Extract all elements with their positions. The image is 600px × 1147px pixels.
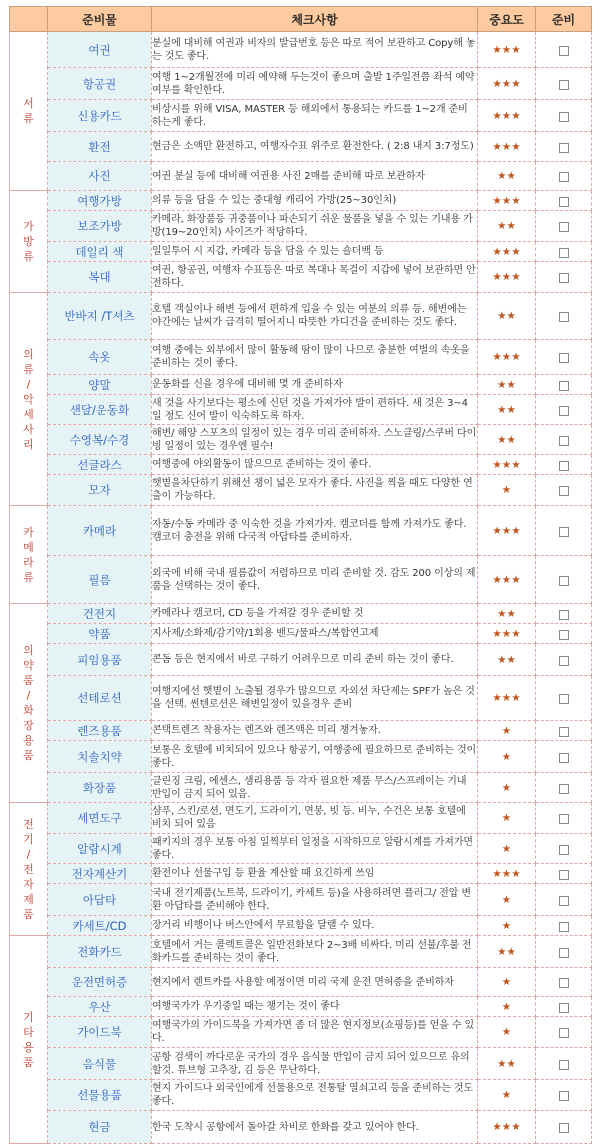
check-note: 샴푸, 스킨/로션, 면도기, 드라이기, 면봉, 빗 등. 비누, 수건은 보통 호텔에 비치 되어 있음: [152, 803, 478, 834]
ready-cell: [536, 506, 592, 556]
ready-checkbox[interactable]: [559, 486, 569, 496]
item-name: 건전지: [48, 604, 152, 624]
header-importance: 중요도: [478, 7, 536, 32]
checklist-row: [10, 340, 592, 375]
ready-checkbox[interactable]: [559, 727, 569, 737]
item-name: 운전면허증: [48, 968, 152, 997]
check-note: 자동/수동 카메라 중 익숙한 것을 가져가자. 캠코더를 함께 가져가도 좋다. 캠코더 충전을 위해 다국적 아답타를 준비하자.: [152, 506, 478, 556]
check-note: 여권, 항공권, 여행자 수표등은 따로 복대나 목걸이 지갑에 넣어 보관하면 안전하다.: [152, 262, 478, 293]
checklist-row: [10, 1017, 592, 1048]
ready-cell: [536, 644, 592, 676]
importance-stars: ★★★: [478, 1111, 536, 1144]
ready-checkbox[interactable]: [559, 753, 569, 763]
check-note: 현금은 소액만 환전하고, 여행자수표 위주로 환전한다. ( 2:8 내지 3:7정도): [152, 132, 478, 162]
ready-cell: [536, 997, 592, 1017]
checklist-row: [10, 864, 592, 884]
check-note: 현지 가이드나 외국인에게 선물용으로 전통탈 열쇠고리 등을 준비하는 것도 좋다.: [152, 1080, 478, 1111]
importance-stars: ★★★: [478, 506, 536, 556]
item-name: 선테로션: [48, 676, 152, 721]
category-cell: [10, 293, 48, 506]
check-note: 비상시를 위해 VISA, MASTER 등 해외에서 통용되는 카드를 1~2개 준비하는게 좋다.: [152, 100, 478, 132]
ready-checkbox[interactable]: [559, 461, 569, 471]
importance-stars: ★★★: [478, 32, 536, 68]
checklist-body: [10, 32, 592, 1144]
ready-cell: [536, 624, 592, 644]
ready-cell: [536, 884, 592, 916]
checklist-row: [10, 395, 592, 425]
check-note: 호텔 객실이나 해변 등에서 편하게 입을 수 있는 여분의 의류 등. 해변에는 야간에는 날씨가 급격히 떨어지니 따뜻한 가디건을 준비하는 것도 좋다.: [152, 293, 478, 340]
checklist-row: [10, 968, 592, 997]
item-name: 반바지 /T셔츠: [48, 293, 152, 340]
category-label: 의류 / 악세사리: [23, 347, 34, 451]
check-note: 의류 등을 담을 수 있는 중대형 캐리어 가방(25~30인치): [152, 191, 478, 211]
ready-checkbox[interactable]: [559, 656, 569, 666]
importance-stars: ★: [478, 475, 536, 506]
item-name: 선물용품: [48, 1080, 152, 1111]
item-name: 전화카드: [48, 936, 152, 968]
check-note: 여행중에 야외활동이 많으므로 준비하는 것이 좋다.: [152, 455, 478, 475]
item-name: 선글라스: [48, 455, 152, 475]
importance-stars: ★: [478, 1080, 536, 1111]
ready-cell: [536, 395, 592, 425]
header-row: [10, 7, 592, 32]
ready-cell: [536, 1048, 592, 1080]
checklist-sheet: [9, 6, 591, 1144]
checklist-row: [10, 506, 592, 556]
check-note: 해변/ 해양 스포츠의 일정이 있는 경우 미리 준비하자. 스노클링/스쿠버 다이빙 일정이 있는 경우엔 필수!: [152, 425, 478, 455]
ready-cell: [536, 803, 592, 834]
check-note: 햇볕을차단하기 위해선 챙이 넓은 모자가 좋다. 사진을 찍을 때도 다양한 연출이 가능하다.: [152, 475, 478, 506]
item-name: 아답타: [48, 884, 152, 916]
check-note: 지사제/소화제/감기약/1회용 밴드/물파스/복합연고제: [152, 624, 478, 644]
ready-checkbox[interactable]: [559, 248, 569, 258]
check-note: 카메라, 화장품등 귀중품이나 파손되기 쉬운 물품을 넣을 수 있는 기내용 가방(19~20인치) 사이즈가 적당하다.: [152, 211, 478, 242]
ready-checkbox[interactable]: [559, 576, 569, 586]
ready-cell: [536, 375, 592, 395]
checklist-row: [10, 721, 592, 741]
importance-stars: ★★: [478, 604, 536, 624]
checklist-row: [10, 834, 592, 864]
ready-checkbox[interactable]: [559, 406, 569, 416]
ready-checkbox[interactable]: [559, 1003, 569, 1013]
importance-stars: ★: [478, 741, 536, 773]
ready-cell: [536, 968, 592, 997]
category-label: 가방류: [23, 220, 34, 263]
ready-cell: [536, 916, 592, 936]
ready-cell: [536, 1111, 592, 1144]
ready-checkbox[interactable]: [559, 353, 569, 363]
checklist-row: [10, 556, 592, 604]
item-name: 수영복/수경: [48, 425, 152, 455]
header-note: 체크사항: [152, 7, 478, 32]
item-name: 음식물: [48, 1048, 152, 1080]
item-name: 세면도구: [48, 803, 152, 834]
ready-cell: [536, 242, 592, 262]
category-label: 기타용품: [23, 1010, 34, 1069]
travel-checklist-table: [9, 6, 592, 1144]
checklist-row: [10, 293, 592, 340]
importance-stars: ★: [478, 997, 536, 1017]
importance-stars: ★★★: [478, 100, 536, 132]
category-label: 서류: [23, 97, 34, 125]
importance-stars: ★★: [478, 211, 536, 242]
importance-stars: ★★: [478, 425, 536, 455]
importance-stars: ★★: [478, 375, 536, 395]
importance-stars: ★★: [478, 395, 536, 425]
importance-stars: ★: [478, 1017, 536, 1048]
check-note: 여권 분실 등에 대비해 여권용 사진 2매를 준비해 따로 보관하자: [152, 162, 478, 191]
item-name: 항공권: [48, 68, 152, 100]
item-name: 약품: [48, 624, 152, 644]
ready-checkbox[interactable]: [559, 436, 569, 446]
checklist-row: [10, 997, 592, 1017]
checklist-row: [10, 191, 592, 211]
importance-stars: ★★★: [478, 191, 536, 211]
checklist-row: [10, 884, 592, 916]
check-note: 호텔에서 거는 콜렉트콜은 일반전화보다 2~3배 비싸다. 미리 선불/후불 전화카드를 준비하는 것이 좋다.: [152, 936, 478, 968]
check-note: 카메라나 캠코더, CD 등을 가져갈 경우 준비할 것: [152, 604, 478, 624]
ready-checkbox[interactable]: [559, 143, 569, 153]
ready-checkbox[interactable]: [559, 312, 569, 322]
header-item: 준비물: [48, 7, 152, 32]
item-name: 알람시계: [48, 834, 152, 864]
category-cell: [10, 191, 48, 293]
item-name: 렌즈용품: [48, 721, 152, 741]
ready-cell: [536, 340, 592, 375]
checklist-row: [10, 242, 592, 262]
check-note: 여행 1~2개월전에 미리 예약해 두는것이 좋으며 출발 1주일전쯤 좌석 예약여부를 확인한다.: [152, 68, 478, 100]
check-note: 여행국가가 우기중일 때는 챙기는 것이 좋다: [152, 997, 478, 1017]
ready-cell: [536, 936, 592, 968]
importance-stars: ★: [478, 834, 536, 864]
item-name: 카메라: [48, 506, 152, 556]
ready-checkbox[interactable]: [559, 784, 569, 794]
category-label: 카메라류: [23, 525, 34, 584]
item-name: 카세트/CD: [48, 916, 152, 936]
item-name: 우산: [48, 997, 152, 1017]
ready-checkbox[interactable]: [559, 694, 569, 704]
checklist-row: [10, 132, 592, 162]
ready-cell: [536, 741, 592, 773]
item-name: 사진: [48, 162, 152, 191]
checklist-row: [10, 1080, 592, 1111]
ready-cell: [536, 1017, 592, 1048]
importance-stars: ★★★: [478, 864, 536, 884]
ready-cell: [536, 475, 592, 506]
ready-checkbox[interactable]: [559, 112, 569, 122]
item-name: 피임용품: [48, 644, 152, 676]
check-note: 장거리 비행이나 버스안에서 무료함을 달랠 수 있다.: [152, 916, 478, 936]
category-cell: [10, 936, 48, 1144]
importance-stars: ★★: [478, 1048, 536, 1080]
checklist-row: [10, 1048, 592, 1080]
ready-cell: [536, 211, 592, 242]
item-name: 가이드북: [48, 1017, 152, 1048]
ready-checkbox[interactable]: [559, 814, 569, 824]
ready-checkbox[interactable]: [559, 172, 569, 182]
item-name: 여권: [48, 32, 152, 68]
ready-checkbox[interactable]: [559, 948, 569, 958]
item-name: 양말: [48, 375, 152, 395]
ready-cell: [536, 162, 592, 191]
check-note: 여행지에선 햇볕이 노출될 경우가 많으므로 자외선 차단제는 SPF가 높은 것을 선택. 썬텐로션은 해변일정이 있을경우 준비: [152, 676, 478, 721]
checklist-row: [10, 624, 592, 644]
importance-stars: ★★: [478, 644, 536, 676]
ready-checkbox[interactable]: [559, 1123, 569, 1133]
ready-checkbox[interactable]: [559, 896, 569, 906]
importance-stars: ★★★: [478, 132, 536, 162]
ready-cell: [536, 425, 592, 455]
ready-checkbox[interactable]: [559, 922, 569, 932]
item-name: 모자: [48, 475, 152, 506]
importance-stars: ★★: [478, 936, 536, 968]
checklist-row: [10, 425, 592, 455]
item-name: 신용카드: [48, 100, 152, 132]
importance-stars: ★: [478, 803, 536, 834]
checklist-row: [10, 455, 592, 475]
check-note: 콘택트렌즈 착용자는 렌즈와 렌즈액은 미리 챙겨놓자.: [152, 721, 478, 741]
checklist-row: [10, 262, 592, 293]
item-name: 현금: [48, 1111, 152, 1144]
checklist-row: [10, 741, 592, 773]
checklist-row: [10, 100, 592, 132]
importance-stars: ★★: [478, 162, 536, 191]
ready-cell: [536, 834, 592, 864]
ready-cell: [536, 604, 592, 624]
item-name: 필름: [48, 556, 152, 604]
ready-cell: [536, 132, 592, 162]
ready-cell: [536, 191, 592, 211]
check-note: 운동화를 신을 경우에 대비해 몇 개 준비하자: [152, 375, 478, 395]
checklist-row: [10, 676, 592, 721]
check-note: 보통은 호텔에 비치되어 있으나 항공기, 여행중에 필요하므로 준비하는 것이 좋다.: [152, 741, 478, 773]
checklist-row: [10, 773, 592, 803]
importance-stars: ★: [478, 773, 536, 803]
category-cell: [10, 32, 48, 191]
importance-stars: ★★★: [478, 262, 536, 293]
ready-cell: [536, 864, 592, 884]
importance-stars: ★★★: [478, 242, 536, 262]
category-label: 전기 / 전자제품: [23, 817, 34, 921]
ready-checkbox[interactable]: [559, 381, 569, 391]
item-name: 샌달/운동화: [48, 395, 152, 425]
ready-checkbox[interactable]: [559, 527, 569, 537]
importance-stars: ★★★: [478, 68, 536, 100]
importance-stars: ★: [478, 916, 536, 936]
importance-stars: ★★★: [478, 455, 536, 475]
category-label: 의약품 / 화장용품: [23, 644, 34, 762]
ready-checkbox[interactable]: [559, 870, 569, 880]
check-note: 패키지의 경우 보통 아침 일찍부터 일정을 시작하므로 알람시계를 가져가면 좋다.: [152, 834, 478, 864]
ready-checkbox[interactable]: [559, 978, 569, 988]
item-name: 보조가방: [48, 211, 152, 242]
category-cell: [10, 506, 48, 604]
checklist-row: [10, 916, 592, 936]
check-note: 콘돔 등은 현지에서 바로 구하기 어려우므로 미리 준비 하는 것이 좋다.: [152, 644, 478, 676]
ready-checkbox[interactable]: [559, 80, 569, 90]
item-name: 여행가방: [48, 191, 152, 211]
importance-stars: ★: [478, 721, 536, 741]
checklist-row: [10, 32, 592, 68]
importance-stars: ★★★: [478, 340, 536, 375]
check-note: 일일투어 시 지갑, 카메라 등을 담을 수 있는 숄더백 등: [152, 242, 478, 262]
check-note: 공항 검색이 까다로운 국가의 경우 음식물 반입이 금지 되어 있으므로 유의할것. 튜브형 고추장, 김 등은 무난하다.: [152, 1048, 478, 1080]
checklist-row: [10, 803, 592, 834]
check-note: 환전이나 선물구입 등 환율 계산할 때 요긴하게 쓰임: [152, 864, 478, 884]
importance-stars: ★: [478, 884, 536, 916]
ready-cell: [536, 1080, 592, 1111]
ready-checkbox[interactable]: [559, 1091, 569, 1101]
ready-checkbox[interactable]: [559, 46, 569, 56]
checklist-row: [10, 211, 592, 242]
ready-checkbox[interactable]: [559, 845, 569, 855]
category-cell: [10, 604, 48, 803]
ready-cell: [536, 721, 592, 741]
ready-checkbox[interactable]: [559, 1060, 569, 1070]
check-note: 여행 중에는 외부에서 많이 활동해 땀이 많이 나므로 충분한 여벌의 속옷을 준비하는 것이 좋다.: [152, 340, 478, 375]
checklist-row: [10, 68, 592, 100]
item-name: 데일리 색: [48, 242, 152, 262]
check-note: 클린징 크림, 에센스, 샘리용품 등 각자 필요한 제품 무스/스프레이는 기내 반입이 금지 되어 있음.: [152, 773, 478, 803]
ready-checkbox[interactable]: [559, 610, 569, 620]
item-name: 속옷: [48, 340, 152, 375]
header-category-blank: [10, 7, 48, 32]
importance-stars: ★★: [478, 293, 536, 340]
checklist-row: [10, 1111, 592, 1144]
check-note: 새 것을 사기보다는 평소에 신던 것을 가져가야 발이 편하다. 새 것은 3~4일 정도 신어 발이 익숙하도록 하자.: [152, 395, 478, 425]
ready-checkbox[interactable]: [559, 1028, 569, 1038]
checklist-row: [10, 375, 592, 395]
importance-stars: ★: [478, 968, 536, 997]
ready-checkbox[interactable]: [559, 630, 569, 640]
ready-cell: [536, 773, 592, 803]
importance-stars: ★★★: [478, 556, 536, 604]
check-note: 외국에 비해 국내 필름값이 저렴하므로 미리 준비할 것. 감도 200 이상의 제품을 선택하는 것이 좋다.: [152, 556, 478, 604]
ready-checkbox[interactable]: [559, 197, 569, 207]
item-name: 치솔치약: [48, 741, 152, 773]
importance-stars: ★★★: [478, 676, 536, 721]
checklist-row: [10, 604, 592, 624]
checklist-row: [10, 162, 592, 191]
check-note: 국내 전기제품(노트북, 드라이기, 카세트 등)을 사용하려면 플러그/ 전압 변환 아답타를 준비해야 한다.: [152, 884, 478, 916]
category-cell: [10, 803, 48, 936]
ready-cell: [536, 455, 592, 475]
checklist-row: [10, 644, 592, 676]
ready-cell: [536, 676, 592, 721]
header-ready: 준비: [536, 7, 592, 32]
ready-cell: [536, 100, 592, 132]
ready-cell: [536, 293, 592, 340]
ready-cell: [536, 32, 592, 68]
item-name: 환전: [48, 132, 152, 162]
ready-cell: [536, 68, 592, 100]
ready-checkbox[interactable]: [559, 273, 569, 283]
item-name: 화장품: [48, 773, 152, 803]
check-note: 여행국가의 가이드북을 가져가면 좀 더 많은 현지정보(쇼핑등)를 얻을 수 있다.: [152, 1017, 478, 1048]
item-name: 복대: [48, 262, 152, 293]
check-note: 현지에서 렌트카를 사용할 예정이면 미리 국제 운전 면허증을 준비하자: [152, 968, 478, 997]
checklist-row: [10, 475, 592, 506]
item-name: 전자계산기: [48, 864, 152, 884]
check-note: 분실에 대비해 여권과 비자의 발급번호 등은 따로 적어 보관하고 Copy해 놓는 것도 좋다.: [152, 32, 478, 68]
checklist-row: [10, 936, 592, 968]
ready-cell: [536, 262, 592, 293]
importance-stars: ★★★: [478, 624, 536, 644]
ready-cell: [536, 556, 592, 604]
check-note: 한국 도착시 공항에서 돌아갈 차비로 한화를 갖고 있어야 한다.: [152, 1111, 478, 1144]
ready-checkbox[interactable]: [559, 222, 569, 232]
